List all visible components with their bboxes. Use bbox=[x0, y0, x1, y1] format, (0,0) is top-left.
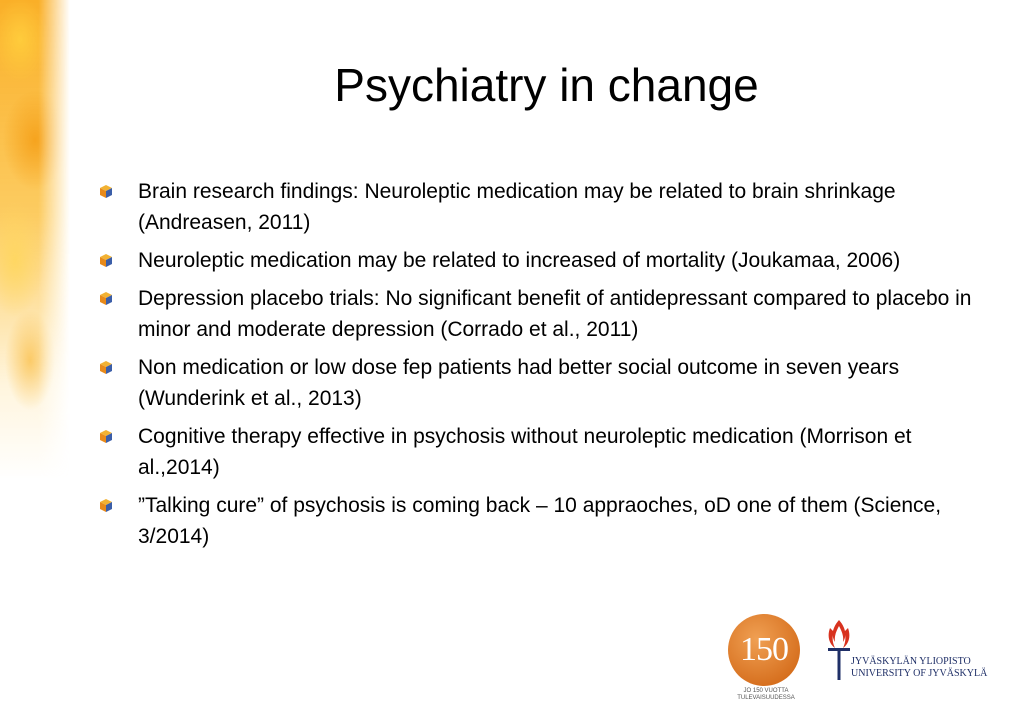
cube-bullet-icon bbox=[100, 430, 112, 443]
bullet-text: Neuroleptic medication may be related to increased of mortality (Joukamaa, 2006) bbox=[138, 249, 901, 272]
anniversary-caption-line1: JO 150 VUOTTA bbox=[743, 688, 789, 694]
university-name-fi: JYVÄSKYLÄN YLIOPISTO bbox=[851, 656, 971, 667]
cube-bullet-icon bbox=[100, 292, 112, 305]
university-logo bbox=[826, 618, 1016, 698]
torch-icon bbox=[826, 618, 852, 680]
decorative-leaf-border bbox=[0, 0, 70, 480]
slide-title: Psychiatry in change bbox=[334, 59, 759, 111]
bullet-text: Non medication or low dose fep patients had better social outcome in seven years (Wunderink et al., 2013) bbox=[138, 356, 900, 410]
university-name bbox=[851, 656, 987, 680]
anniversary-number: 150 bbox=[728, 614, 800, 686]
bullet-item bbox=[100, 283, 980, 345]
bullet-item bbox=[100, 490, 980, 552]
bullet-item bbox=[100, 245, 980, 276]
cube-bullet-icon bbox=[100, 499, 112, 512]
anniversary-caption bbox=[728, 688, 804, 702]
cube-bullet-icon bbox=[100, 361, 112, 374]
bullet-text: Cognitive therapy effective in psychosis without neuroleptic medication (Morrison et al.,2014) bbox=[138, 425, 912, 479]
cube-bullet-icon bbox=[100, 254, 112, 267]
bullet-text: Brain research findings: Neuroleptic medication may be related to brain shrinkage (Andreasen, 2011) bbox=[138, 180, 896, 234]
bullet-text: Depression placebo trials: No significant benefit of antidepressant compared to placebo in minor and moderate depression (Corrado et al., 2011) bbox=[138, 287, 972, 341]
bullet-list bbox=[100, 176, 980, 559]
cube-bullet-icon bbox=[100, 185, 112, 198]
anniversary-logo bbox=[728, 614, 804, 704]
university-name-en: UNIVERSITY OF JYVÄSKYLÄ bbox=[851, 668, 988, 679]
bullet-item bbox=[100, 421, 980, 483]
anniversary-caption-line2: TULEVAISUUDESSA bbox=[737, 695, 795, 701]
bullet-item bbox=[100, 176, 980, 238]
bullet-item bbox=[100, 352, 980, 414]
bullet-text: ”Talking cure” of psychosis is coming back – 10 appraoches, oD one of them (Science, 3/2014) bbox=[138, 494, 942, 548]
